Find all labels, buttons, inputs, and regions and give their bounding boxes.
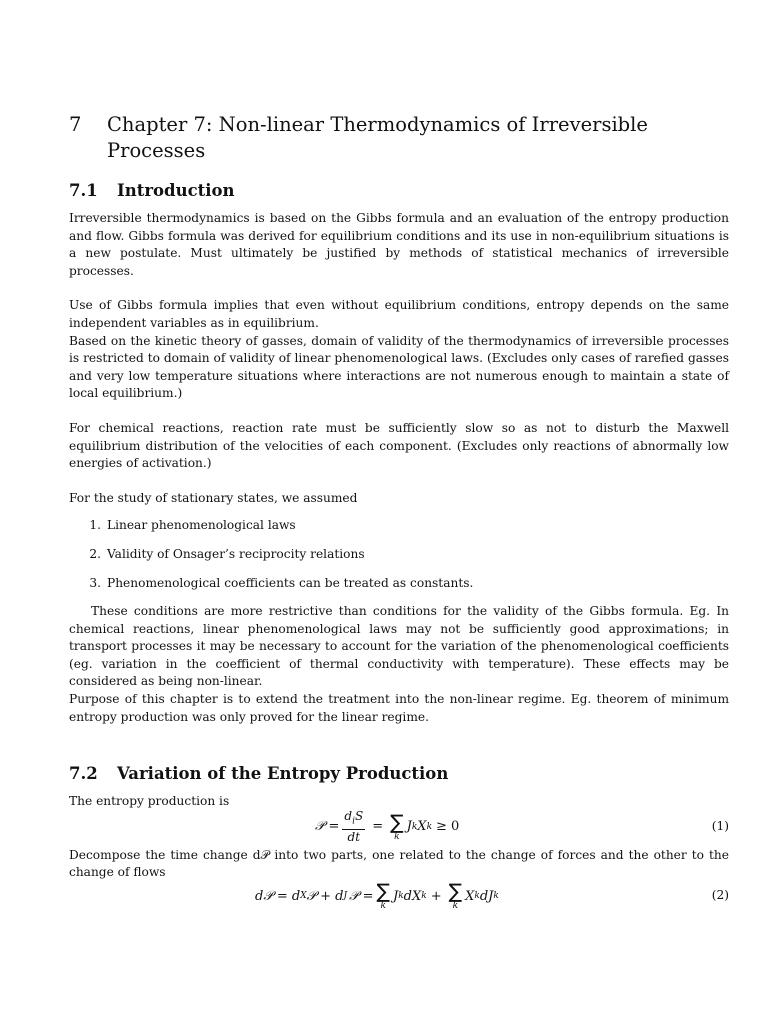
paragraph: Irreversible thermodynamics is based on the Gibbs formula and an evaluation of the entropy production and flow. Gibbs formula was derived for equilibrium conditions and its use in non-equilibrium situations is a new postulate. Must ultimately be justified by methods of statistical mechanics of irreversible processes. xyxy=(69,211,729,278)
eq2-sum-b xyxy=(449,881,462,911)
paragraph: For the study of stationary states, we assumed xyxy=(69,490,358,505)
eq1-fraction xyxy=(342,809,365,845)
eq2-term-j: J xyxy=(392,888,399,904)
paragraph: For chemical reactions, reaction rate must be sufficiently slow so as not to disturb the Maxwell equilibrium distribution of the velocities of each component. (Excludes only reactions of abnormally low energies of activation.) xyxy=(69,420,729,471)
section-heading-introduction xyxy=(69,181,729,201)
section-number: 7.2 xyxy=(69,764,98,784)
eq1-frac-var: S xyxy=(354,808,364,823)
list-marker: 1. xyxy=(89,518,101,533)
chapter-heading xyxy=(69,112,729,164)
list-item-text: Phenomenological coefficients can be treated as constants. xyxy=(107,575,474,590)
paragraph: Based on the kinetic theory of gasses, domain of validity of the thermodynamics of irreversible processes is restricted to domain of validity of linear phenomenological laws. (Excludes only cases of rarefied gasses and very low temperature situations where interactions are not numerous enough to maintain a state of local equilibrium.) xyxy=(69,333,729,401)
eq2-term-x-sub: k xyxy=(474,891,480,902)
eq2-part1: d𝒫 = d xyxy=(255,888,301,904)
section-number: 7.1 xyxy=(69,181,98,200)
eq2-term-dj-sub: k xyxy=(493,891,499,902)
list-marker: 3. xyxy=(89,575,101,590)
paragraph: Purpose of this chapter is to extend the treatment into the non-linear regime. Eg. theorem of minimum entropy production was only proved for the linear regime. xyxy=(69,692,729,724)
eq1-term-x-sub: k xyxy=(426,821,433,832)
equation-1 xyxy=(69,807,729,847)
paragraph: Use of Gibbs formula implies that even without equilibrium conditions, entropy depends on the same independent variables as in equilibrium. xyxy=(69,298,729,330)
eq2-term-dx-sub: k xyxy=(421,891,427,902)
eq2-sub-x: X xyxy=(300,891,307,902)
chapter-title: Chapter 7: Non-linear Thermodynamics of Irreversible Processes xyxy=(107,113,648,162)
eq1-tail: ≥ 0 xyxy=(436,819,460,835)
sum-symbol: ∑ xyxy=(390,809,404,834)
eq2-part3: 𝒫 = xyxy=(349,888,374,904)
eq2-term-j-sub: k xyxy=(398,891,404,902)
list-item xyxy=(69,546,729,564)
page xyxy=(69,112,729,916)
eq1-sum xyxy=(390,809,404,842)
eq2-term-x: X xyxy=(465,888,475,904)
eq1-equals: = xyxy=(372,819,384,835)
eq2-sub-j: J xyxy=(343,891,348,902)
list-item-text: Validity of Onsager’s reciprocity relations xyxy=(107,546,365,561)
chapter-number: 7 xyxy=(69,113,82,136)
eq1-term-x: X xyxy=(417,819,427,835)
list-marker: 2. xyxy=(89,546,101,561)
eq2-sum-a xyxy=(376,881,389,911)
eq1-frac-bottom: dt xyxy=(347,830,361,845)
sum-index: k xyxy=(394,831,400,842)
eq1-term-j: J xyxy=(406,819,412,835)
eq2-part2: 𝒫 + d xyxy=(306,888,344,904)
list-item xyxy=(69,575,729,593)
paragraph: These conditions are more restrictive than conditions for the validity of the Gibbs formula. Eg. In chemical reactions, linear phenomenological laws may not be sufficiently good approximations; in transport processes it may be necessary to account for the variation of the phenomenological coefficients (eg. variation in the coefficient of thermal conductivity with temperature). These effects may be considered as being non-linear. xyxy=(69,604,729,689)
eq1-term-j-sub: k xyxy=(411,821,418,832)
list-item xyxy=(69,517,729,535)
sum-index: k xyxy=(452,901,459,912)
equation-2 xyxy=(69,876,729,916)
section-heading-entropy-production xyxy=(69,764,729,784)
paragraph: Decompose the time change d𝒫 into two parts, one related to the change of forces and the other to the change of flows xyxy=(69,847,729,880)
paragraph: The entropy production is xyxy=(69,794,230,809)
eq1-frac-d: d xyxy=(344,808,353,823)
section-title: Variation of the Entropy Production xyxy=(117,764,449,784)
eq2-plus: + xyxy=(430,888,442,904)
equation-number: (2) xyxy=(711,888,729,903)
sum-index: k xyxy=(380,901,386,912)
list-item-text: Linear phenomenological laws xyxy=(107,518,296,533)
eq2-term-dx: dX xyxy=(403,888,422,904)
equation-number: (1) xyxy=(711,818,729,833)
assumptions-list xyxy=(69,517,729,592)
sum-symbol: ∑ xyxy=(376,879,390,904)
eq2-term-dj: dJ xyxy=(479,888,494,904)
eq1-frac-sub: i xyxy=(352,816,355,827)
eq1-lhs: 𝒫 = xyxy=(315,819,340,835)
section-title: Introduction xyxy=(117,181,235,200)
sum-symbol: ∑ xyxy=(448,879,463,904)
